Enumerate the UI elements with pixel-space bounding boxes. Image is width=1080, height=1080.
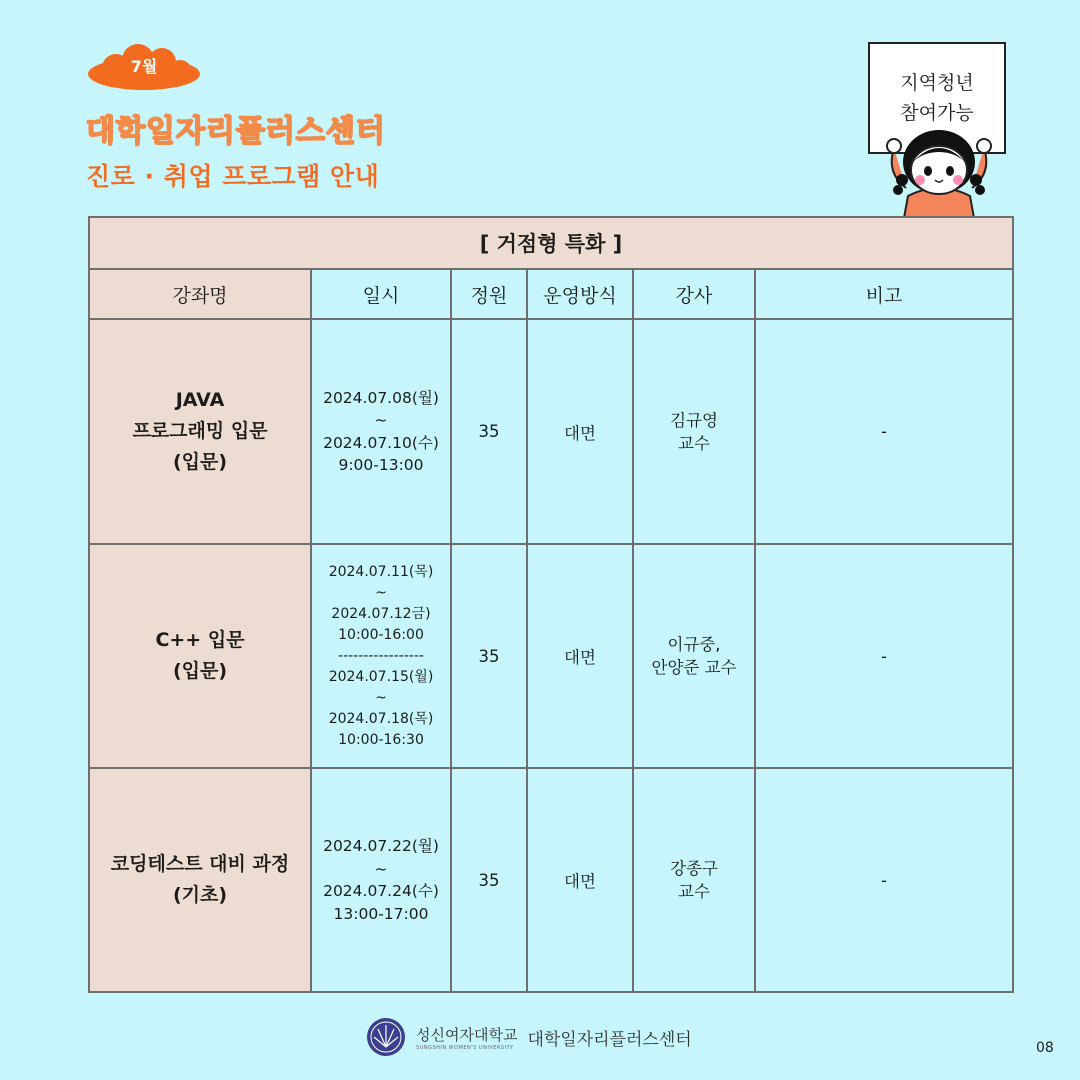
month-label: 7월 <box>130 57 158 76</box>
footer-school-name: 성신여자대학교 <box>416 1025 518 1044</box>
sign-line-1: 지역청년 <box>900 72 974 94</box>
date-line: ~ <box>374 411 388 429</box>
column-header-capacity: 정원 <box>451 269 527 319</box>
capacity-cell: 35 <box>451 768 527 992</box>
course-name-line: (입문) <box>172 451 228 473</box>
program-title: 진로 · 취업 프로그램 안내 <box>86 162 380 191</box>
note-cell: - <box>755 544 1013 768</box>
center-title: 대학일자리플러스센터 <box>86 114 386 149</box>
course-name-line: 프로그래밍 입문 <box>132 420 268 442</box>
datetime-cell <box>311 319 451 544</box>
date-line: ~ <box>374 859 388 878</box>
column-header-note: 비고 <box>755 269 1013 319</box>
course-name-line: (기초) <box>172 884 228 906</box>
datetime-cell <box>311 544 451 768</box>
date-line: 2024.07.24(수) <box>323 882 439 900</box>
column-header-method: 운영방식 <box>527 269 633 319</box>
instructor-line: 이규중, <box>667 635 721 654</box>
date-line: ~ <box>375 584 387 601</box>
course-name-cell <box>89 319 311 544</box>
course-name-line: C++ 입문 <box>155 629 245 651</box>
course-name-line: 코딩테스트 대비 과정 <box>110 853 290 875</box>
instructor-line: 교수 <box>678 433 710 453</box>
date-line: 13:00-17:00 <box>333 904 429 923</box>
date-line: 2024.07.18(목) <box>328 710 434 727</box>
datetime-cell <box>311 768 451 992</box>
date-line: 10:00-16:30 <box>338 731 424 748</box>
capacity-cell: 35 <box>451 319 527 544</box>
program-table <box>88 216 1014 993</box>
method-cell: 대면 <box>527 768 633 992</box>
date-line: 2024.07.22(월) <box>323 837 439 855</box>
instructor-line: 김규영 <box>670 410 718 430</box>
instructor-line: 안양준 교수 <box>651 658 737 677</box>
university-emblem-icon <box>366 1017 406 1057</box>
footer <box>366 1017 692 1057</box>
capacity-cell: 35 <box>451 544 527 768</box>
date-line: 2024.07.10(수) <box>323 433 439 452</box>
page-number: 08 <box>1036 1040 1054 1056</box>
table-row <box>89 768 1013 992</box>
method-cell: 대면 <box>527 319 633 544</box>
instructor-line: 강종구 <box>670 859 718 878</box>
column-header-datetime: 일시 <box>311 269 451 319</box>
table-row <box>89 544 1013 768</box>
course-name-line: JAVA <box>175 389 225 411</box>
instructor-cell <box>633 319 755 544</box>
column-header-course: 강좌명 <box>89 269 311 319</box>
date-line: 2024.07.15(월) <box>328 668 434 685</box>
instructor-cell <box>633 768 755 992</box>
column-header-instructor: 강사 <box>633 269 755 319</box>
month-cloud-badge <box>86 44 202 96</box>
date-line: ~ <box>375 689 387 706</box>
course-name-cell <box>89 544 311 768</box>
date-line: ----------------- <box>338 647 424 664</box>
date-line: 2024.07.08(월) <box>323 388 439 407</box>
footer-school-block <box>416 1024 517 1051</box>
instructor-line: 교수 <box>678 882 710 901</box>
table-row <box>89 319 1013 544</box>
course-name-cell <box>89 768 311 992</box>
method-cell: 대면 <box>527 544 633 768</box>
note-cell: - <box>755 768 1013 992</box>
date-line: 2024.07.11(목) <box>328 563 434 580</box>
date-line: 2024.07.12금) <box>331 605 431 622</box>
instructor-cell <box>633 544 755 768</box>
table-caption: [ 거점형 특화 ] <box>89 217 1013 269</box>
date-line: 9:00-13:00 <box>338 456 424 474</box>
sign-line-2: 참여가능 <box>900 102 974 124</box>
note-cell: - <box>755 319 1013 544</box>
girl-character-icon <box>876 118 1002 218</box>
course-name-line: (입문) <box>172 660 228 682</box>
footer-school-name-en: SUNGSHIN WOMEN'S UNIVERSITY <box>416 1044 514 1051</box>
date-line: 10:00-16:00 <box>338 626 424 643</box>
footer-center-name: 대학일자리플러스센터 <box>527 1029 692 1050</box>
table-header-row <box>89 269 1013 319</box>
